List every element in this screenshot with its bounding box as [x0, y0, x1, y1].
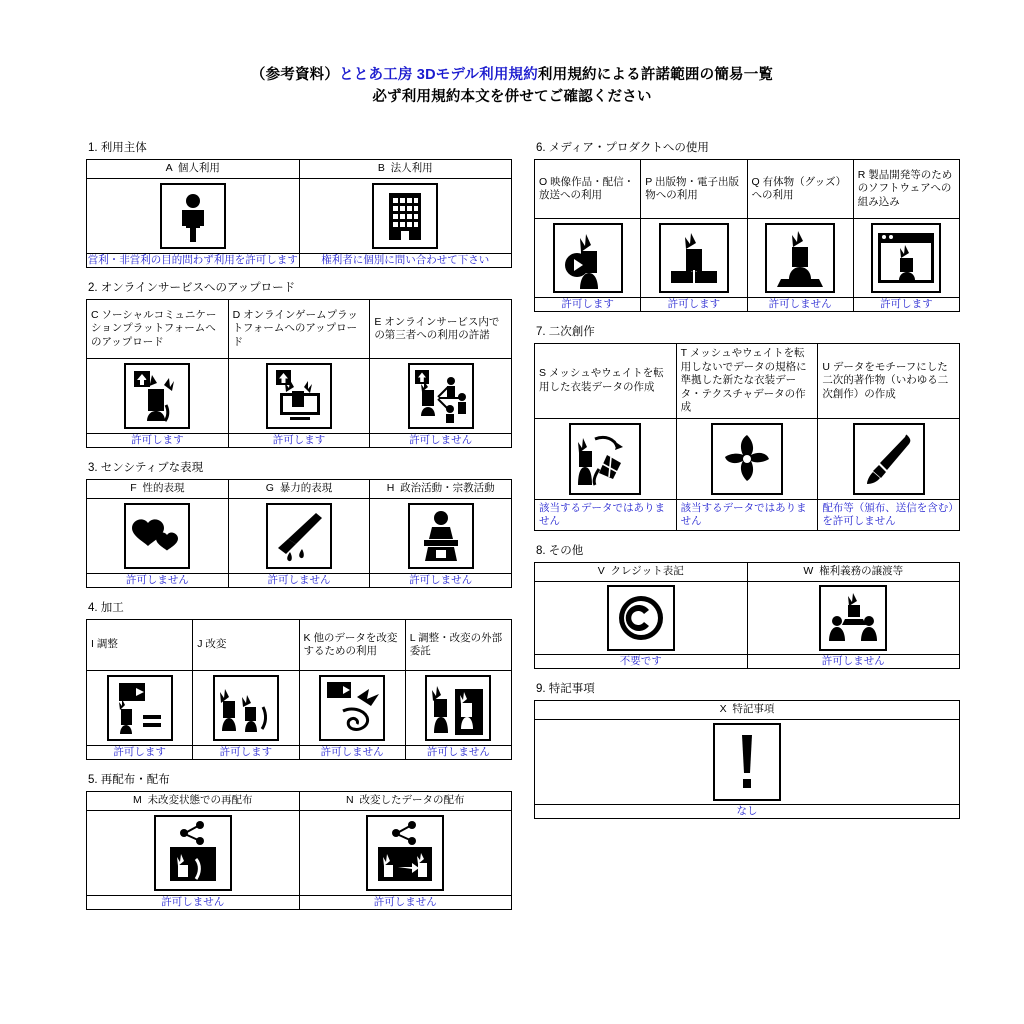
table-row — [535, 804, 960, 818]
cell-header-F — [87, 480, 229, 499]
cell-code: N — [346, 794, 354, 807]
cell-art-T — [676, 418, 818, 499]
section-3-number: 3. — [88, 462, 98, 474]
knife-icon — [266, 503, 332, 569]
cell-label: メッシュやウェイトを転用した衣装データの作成 — [539, 367, 664, 393]
cell-art-G — [228, 499, 370, 574]
cell-header-Q — [747, 160, 853, 219]
section-1-number: 1. — [88, 142, 98, 154]
mesh-reuse-icon — [569, 423, 641, 495]
cell-label: 製品開発等のためのソフトウェアへの組み込み — [857, 168, 953, 208]
cell-header-I — [87, 620, 193, 671]
cell-label: 改変したデータの配布 — [359, 794, 465, 807]
table-row — [87, 671, 512, 746]
cell-art-M — [87, 811, 300, 896]
cell-header-N — [299, 792, 512, 811]
cell-header-C — [87, 300, 229, 359]
cell-code: U — [822, 360, 830, 373]
brush-icon — [853, 423, 925, 495]
cell-code: W — [803, 564, 814, 577]
share-third-party-icon — [408, 363, 474, 429]
cell-label: 特記事項 — [732, 702, 775, 715]
cell-art-S — [535, 418, 677, 499]
section-8-number: 8. — [536, 544, 546, 557]
cell-art-C — [87, 359, 229, 434]
upload-avatar-icon — [124, 363, 190, 429]
cell-art-B — [299, 179, 512, 254]
table-row — [87, 300, 512, 359]
cell-header-B — [299, 160, 512, 179]
section-2-name: オンラインサービスへのアップロード — [100, 282, 296, 294]
cell-art-L — [405, 671, 511, 746]
cell-label: 調整 — [96, 638, 118, 651]
cell-result-D: 許可します — [228, 434, 370, 448]
table-row — [87, 746, 512, 760]
cell-header-T — [676, 344, 818, 419]
hearts-icon — [124, 503, 190, 569]
upload-game-icon — [266, 363, 332, 429]
cell-art-A — [87, 179, 300, 254]
cell-header-E — [370, 300, 512, 359]
table-row — [535, 418, 960, 499]
table-row — [87, 480, 512, 499]
left-column — [86, 140, 512, 922]
right-column — [534, 140, 960, 831]
exclamation-icon — [713, 723, 781, 801]
cell-header-D — [228, 300, 370, 359]
knife-icon-svg — [268, 505, 330, 567]
video-play-icon-svg — [555, 225, 621, 291]
new-costume-icon-svg — [713, 425, 781, 493]
cell-art-P — [641, 219, 747, 298]
figure-goods-icon-svg — [767, 225, 833, 291]
cell-label: 権利義務の譲渡等 — [819, 564, 904, 577]
video-play-icon — [553, 223, 623, 293]
table-row — [87, 499, 512, 574]
table-row — [535, 160, 960, 219]
cell-result-A: 営利・非営利の目的問わず利用を許可します — [87, 254, 298, 266]
table-row — [87, 434, 512, 448]
cell-result-P: 許可します — [641, 298, 747, 312]
adjust-equal-icon-svg — [109, 677, 171, 739]
title-line-2: 必ず利用規約本文を併せてご確認ください — [372, 89, 652, 105]
section-9-number: 9. — [536, 682, 546, 695]
table-row — [535, 219, 960, 298]
cell-header-P — [641, 160, 747, 219]
table-row — [535, 581, 960, 654]
cell-art-I — [87, 671, 193, 746]
cell-code: E — [374, 315, 382, 328]
cell-art-V — [535, 581, 748, 654]
cell-art-W — [747, 581, 960, 654]
cell-label: 政治活動・宗教活動 — [400, 482, 495, 495]
table-row — [535, 344, 960, 419]
redistribute-icon — [154, 815, 232, 891]
software-window-icon — [871, 223, 941, 293]
cell-header-R — [853, 160, 959, 219]
cell-label: メッシュやウェイトを転用しないでデータの規格に準拠した新たな衣装データ・テクスチャデータの作成 — [680, 347, 807, 413]
cell-label: ソーシャルコミュニケーションプラットフォームへのアップロード — [91, 308, 217, 348]
outsourcing-icon-svg — [427, 677, 489, 739]
cell-code: J — [197, 638, 203, 651]
section-3-heading — [86, 460, 512, 476]
modify-cat-icon-svg — [215, 677, 277, 739]
cell-code: L — [409, 631, 416, 644]
cell-art-Q — [747, 219, 853, 298]
table-row — [87, 574, 512, 588]
transform-other-icon-svg — [321, 677, 383, 739]
cell-result-R: 許可します — [853, 298, 959, 312]
cell-code: C — [91, 308, 99, 321]
building-icon — [372, 183, 438, 249]
cell-label: 出版物・電子出版物への利用 — [645, 175, 739, 201]
section-4-number: 4. — [88, 602, 98, 614]
table-row — [87, 811, 512, 896]
section-3-table — [86, 479, 512, 588]
redistribute-icon-svg — [156, 817, 230, 889]
copyright-icon-svg — [609, 587, 673, 649]
cell-code: K — [303, 631, 311, 644]
cell-header-M — [87, 792, 300, 811]
distribute-modified-icon — [366, 815, 444, 891]
transfer-rights-icon — [819, 585, 887, 651]
cell-label: 有体物（グッズ）への利用 — [751, 175, 847, 201]
title-accent: ととあ工房 3Dモデル利用規約 — [339, 67, 538, 83]
section-6 — [534, 140, 960, 312]
cell-result-N: 許可しません — [299, 896, 512, 910]
cell-header-G — [228, 480, 370, 499]
cell-art-D — [228, 359, 370, 434]
cell-header-A — [87, 160, 300, 179]
building-icon-svg — [374, 185, 436, 247]
cell-label: オンラインゲームプラットフォームへのアップロード — [232, 308, 358, 348]
section-5-table — [86, 791, 512, 910]
distribute-modified-icon-svg — [368, 817, 442, 889]
share-third-party-icon-svg — [410, 365, 472, 427]
cell-result-J: 許可します — [193, 746, 299, 760]
section-6-table — [534, 159, 960, 312]
cell-code: M — [132, 794, 142, 807]
podium-speaker-icon — [408, 503, 474, 569]
cell-label: クレジット表記 — [610, 564, 684, 577]
table-row — [87, 620, 512, 671]
cell-header-K — [299, 620, 405, 671]
section-3-name: センシティブな表現 — [100, 462, 204, 474]
cell-code: T — [680, 347, 687, 359]
section-9-table — [534, 700, 960, 819]
software-window-icon-svg — [873, 225, 939, 291]
cell-label: 映像作品・配信・放送への利用 — [539, 175, 635, 201]
cell-art-U — [818, 418, 960, 499]
table-row — [535, 719, 960, 804]
table-row — [87, 160, 512, 179]
cell-code: I — [91, 638, 94, 651]
person-icon — [160, 183, 226, 249]
cell-result-B: 権利者に個別に問い合わせて下さい — [299, 254, 512, 268]
section-2 — [86, 280, 512, 448]
section-1-heading — [86, 140, 512, 156]
cell-result-G: 許可しません — [228, 574, 370, 588]
section-1-name: 利用主体 — [100, 142, 147, 154]
cell-label: 調整・改変の外部委託 — [409, 631, 503, 657]
cell-header-X — [535, 700, 960, 719]
cell-result-M: 許可しません — [87, 896, 300, 910]
outsourcing-icon — [425, 675, 491, 741]
section-8-table — [534, 562, 960, 669]
cell-result-W: 許可しません — [747, 654, 960, 668]
section-7 — [534, 324, 960, 531]
cell-label: 法人利用 — [390, 162, 433, 175]
section-7-table — [534, 343, 960, 531]
cell-art-X — [535, 719, 960, 804]
section-9-heading — [534, 681, 960, 697]
cell-art-H — [370, 499, 512, 574]
section-7-name: 二次創作 — [548, 326, 595, 338]
new-costume-icon — [711, 423, 783, 495]
cell-art-E — [370, 359, 512, 434]
person-icon-svg — [162, 185, 224, 247]
section-9 — [534, 681, 960, 819]
section-6-name: メディア・プロダクトへの使用 — [548, 142, 709, 154]
title-line-1 — [0, 64, 1024, 86]
cell-code: V — [597, 564, 605, 577]
podium-speaker-icon-svg — [410, 505, 472, 567]
book-icon — [659, 223, 729, 293]
section-4-name: 加工 — [100, 602, 124, 614]
cell-code: P — [645, 175, 653, 188]
table-row — [87, 792, 512, 811]
cell-code: D — [232, 308, 241, 321]
cell-result-Q: 許可しません — [747, 298, 853, 312]
upload-game-icon-svg — [268, 365, 330, 427]
cell-result-O: 許可します — [535, 298, 641, 312]
cell-code: A — [165, 162, 173, 175]
cell-code: H — [386, 482, 395, 495]
section-5-name: 再配布・配布 — [100, 774, 170, 786]
section-4-table — [86, 619, 512, 760]
cell-result-X: なし — [535, 804, 960, 818]
cell-header-V — [535, 562, 748, 581]
table-row — [87, 179, 512, 254]
section-3 — [86, 460, 512, 588]
cell-result-C: 許可します — [87, 434, 229, 448]
cell-art-R — [853, 219, 959, 298]
cell-code: O — [539, 175, 548, 188]
adjust-equal-icon — [107, 675, 173, 741]
table-row — [535, 499, 960, 530]
mesh-reuse-icon-svg — [571, 425, 639, 493]
table-row — [535, 298, 960, 312]
cell-label: データをモチーフにした二次的著作物（いわゆる二次創作）の作成 — [822, 360, 949, 400]
section-2-number: 2. — [88, 282, 98, 294]
transform-other-icon — [319, 675, 385, 741]
section-6-number: 6. — [536, 142, 546, 154]
cell-header-J — [193, 620, 299, 671]
cell-result-V: 不要です — [535, 654, 748, 668]
cell-label: オンラインサービス内での第三者への利用の許諾 — [374, 315, 500, 341]
book-icon-svg — [661, 225, 727, 291]
figure-goods-icon — [765, 223, 835, 293]
section-5-heading — [86, 772, 512, 788]
transfer-rights-icon-svg — [821, 587, 885, 649]
cell-result-I: 許可します — [87, 746, 193, 760]
cell-code: F — [130, 482, 137, 495]
cell-result-E: 許可しません — [370, 434, 512, 448]
cell-code: G — [265, 482, 274, 495]
cell-art-N — [299, 811, 512, 896]
table-row — [535, 562, 960, 581]
table-row — [87, 359, 512, 434]
section-4 — [86, 600, 512, 760]
document-title — [0, 64, 1024, 108]
cell-header-H — [370, 480, 512, 499]
section-7-number: 7. — [536, 326, 546, 338]
cell-label: 暴力的表現 — [279, 482, 333, 495]
table-row — [535, 654, 960, 668]
cell-code: B — [377, 162, 385, 175]
table-row — [535, 700, 960, 719]
upload-avatar-icon-svg — [126, 365, 188, 427]
section-8 — [534, 543, 960, 669]
section-9-name: 特記事項 — [548, 682, 595, 695]
section-2-table — [86, 299, 512, 448]
table-row — [87, 254, 512, 268]
modify-cat-icon — [213, 675, 279, 741]
cell-label: 個人利用 — [177, 162, 220, 175]
hearts-icon-svg — [126, 505, 188, 567]
cell-result-L: 許可しません — [405, 746, 511, 760]
cell-header-S — [535, 344, 677, 419]
cell-header-U — [818, 344, 960, 419]
section-1 — [86, 140, 512, 268]
cell-result-T: 該当するデータではありません — [676, 499, 818, 530]
cell-result-H: 許可しません — [370, 574, 512, 588]
cell-header-L — [405, 620, 511, 671]
cell-code: S — [539, 367, 547, 380]
cell-header-W — [747, 562, 960, 581]
copyright-icon — [607, 585, 675, 651]
section-2-heading — [86, 280, 512, 296]
cell-art-J — [193, 671, 299, 746]
section-8-heading — [534, 543, 960, 559]
table-row — [87, 896, 512, 910]
cell-code: X — [719, 702, 727, 715]
cell-result-U: 配布等（頒布、送信を含む）を許可しません — [818, 499, 960, 530]
cell-result-S: 該当するデータではありません — [535, 499, 677, 530]
section-1-table — [86, 159, 512, 268]
title-prefix: （参考資料） — [250, 67, 340, 83]
cell-result-F: 許可しません — [87, 574, 229, 588]
cell-label: 性的表現 — [142, 482, 185, 495]
exclamation-icon-svg — [715, 725, 779, 799]
section-4-heading — [86, 600, 512, 616]
cell-label: 改変 — [205, 638, 227, 651]
cell-art-F — [87, 499, 229, 574]
cell-art-K — [299, 671, 405, 746]
section-8-name: その他 — [548, 544, 584, 557]
section-7-heading — [534, 324, 960, 340]
section-5-number: 5. — [88, 774, 98, 786]
section-5 — [86, 772, 512, 910]
cell-code: R — [857, 168, 866, 181]
title-suffix: 利用規約による許諾範囲の簡易一覧 — [537, 67, 774, 83]
brush-icon-svg — [855, 425, 923, 493]
cell-header-O — [535, 160, 641, 219]
cell-label: 他のデータを改変するための利用 — [303, 631, 398, 657]
cell-result-K: 許可しません — [299, 746, 405, 760]
cell-code: Q — [751, 175, 760, 188]
section-6-heading — [534, 140, 960, 156]
cell-art-O — [535, 219, 641, 298]
cell-label: 未改変状態での再配布 — [147, 794, 253, 807]
